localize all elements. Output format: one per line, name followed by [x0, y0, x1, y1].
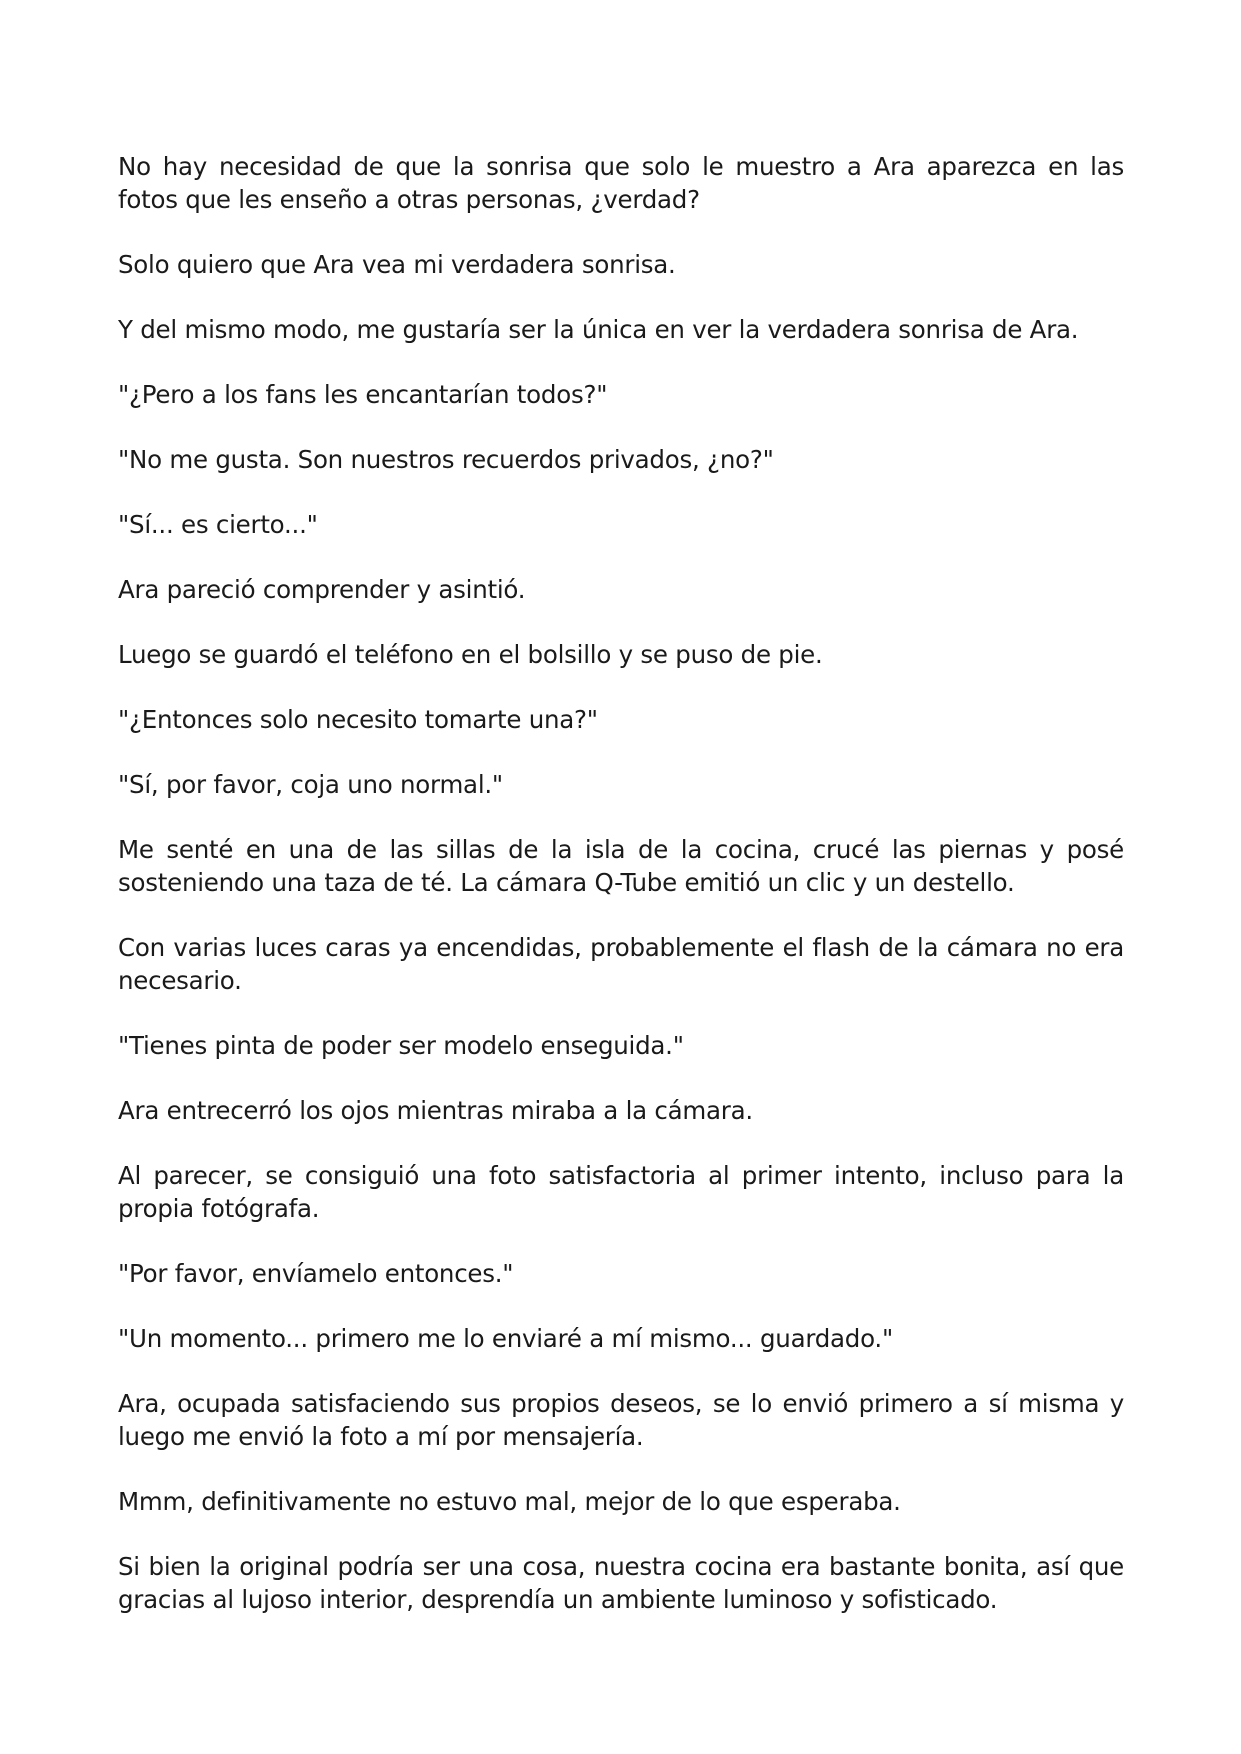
- paragraph: Y del mismo modo, me gustaría ser la única en ver la verdadera sonrisa de Ara.: [118, 315, 1079, 344]
- paragraph: "Por favor, envíamelo entonces.": [118, 1259, 514, 1288]
- paragraph: Mmm, definitivamente no estuvo mal, mejor de lo que esperaba.: [118, 1487, 901, 1516]
- paragraph: "¿Pero a los fans les encantarían todos?": [118, 380, 608, 409]
- paragraph: Ara entrecerró los ojos mientras miraba a la cámara.: [118, 1096, 753, 1125]
- paragraph: "Sí, por favor, coja uno normal.": [118, 770, 503, 799]
- paragraph: Solo quiero que Ara vea mi verdadera sonrisa.: [118, 250, 676, 279]
- document-body: [118, 150, 1124, 1616]
- paragraph: Ara pareció comprender y asintió.: [118, 575, 526, 604]
- paragraph: "No me gusta. Son nuestros recuerdos privados, ¿no?": [118, 445, 774, 474]
- paragraph: "Sí... es cierto...": [118, 510, 318, 539]
- paragraph: Ara, ocupada satisfaciendo sus propios deseos, se lo envió primero a sí misma y luego me envió la foto a mí por mensajería.: [118, 1389, 1124, 1451]
- paragraph: Si bien la original podría ser una cosa, nuestra cocina era bastante bonita, así que gracias al lujoso interior, desprendía un ambiente luminoso y sofisticado.: [118, 1552, 1124, 1614]
- paragraph: Al parecer, se consiguió una foto satisfactoria al primer intento, incluso para la propia fotógrafa.: [118, 1161, 1124, 1223]
- paragraph: No hay necesidad de que la sonrisa que solo le muestro a Ara aparezca en las fotos que les enseño a otras personas, ¿verdad?: [118, 152, 1124, 214]
- paragraph: "¿Entonces solo necesito tomarte una?": [118, 705, 598, 734]
- paragraph: Me senté en una de las sillas de la isla de la cocina, crucé las piernas y posé sosteniendo una taza de té. La cámara Q-Tube emitió un clic y un destello.: [118, 835, 1124, 897]
- paragraph: Con varias luces caras ya encendidas, probablemente el flash de la cámara no era necesario.: [118, 933, 1124, 995]
- paragraph: "Un momento... primero me lo enviaré a mí mismo... guardado.": [118, 1324, 893, 1353]
- paragraph: "Tienes pinta de poder ser modelo enseguida.": [118, 1031, 684, 1060]
- paragraph: Luego se guardó el teléfono en el bolsillo y se puso de pie.: [118, 640, 823, 669]
